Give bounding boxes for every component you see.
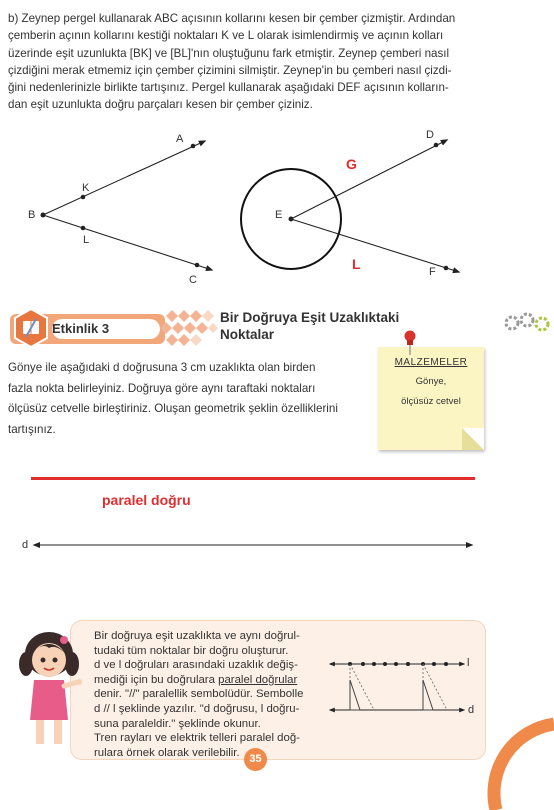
- intro-line: çemberin açının kollarını kestiği noktaları K ve L olarak isimlendirmiş ve açının kolları: [8, 29, 444, 43]
- line-d: [28, 536, 478, 552]
- intro-line: ğini nedenlerinizle birlikte tartışınız. Pergel kullanarak aşağıdaki DEF açısının kolların-: [8, 81, 449, 95]
- point-f: [444, 266, 449, 271]
- intro-line: üzerinde eşit uzunlukta [BK] ve [BL]'nın oluştuğunu fark etmiştir. Zeynep çemberi nasıl: [8, 46, 450, 60]
- intro-line: b) Zeynep pergel kullanarak ABC açısının kollarını kesen bir çember çizmiştir. Ardından: [8, 12, 456, 25]
- ray-ba: [43, 141, 205, 215]
- point-k: [81, 195, 86, 200]
- label-a: A: [176, 133, 184, 145]
- info-line: Bir doğruya eşit uzaklıkta ve aynı doğrul-: [94, 630, 300, 642]
- info-line: d // l şeklinde yazılır. "d doğrusu, l doğru-: [94, 702, 300, 715]
- activity-text-line: Gönye ile aşağıdaki d doğrusuna 3 cm uzaklıkta olan birden: [8, 361, 316, 374]
- activity-title: [220, 309, 420, 343]
- point-c: [195, 263, 200, 268]
- drawn-parallel-line: [31, 477, 475, 480]
- point-a: [191, 144, 196, 149]
- parallel-label-l: l: [467, 657, 470, 669]
- label-c: C: [189, 274, 197, 286]
- handwritten-l: L: [352, 256, 361, 272]
- label-k: K: [82, 182, 90, 194]
- handwritten-g: G: [346, 156, 357, 172]
- point-d: [434, 143, 439, 148]
- diamond-pattern: [152, 309, 220, 347]
- info-line-part: mediği için bu doğrulara: [94, 673, 219, 686]
- ray-ed: [291, 140, 447, 219]
- point-e: [289, 217, 294, 222]
- line-d-label: d: [22, 539, 29, 551]
- info-line: Tren rayları ve elektrik telleri paralel doğ-: [94, 732, 300, 745]
- page-number: 35: [244, 748, 267, 771]
- gears-icon: [503, 311, 554, 333]
- point-l: [81, 226, 86, 231]
- materials-item: Gönye,: [415, 376, 447, 387]
- label-l: L: [83, 234, 90, 246]
- angle-abc-figure: [0, 0, 554, 300]
- note-fold: [462, 428, 484, 450]
- info-line: tudaki tüm noktalar bir doğru oluşturur.: [94, 644, 289, 657]
- materials-note: [378, 347, 484, 450]
- ray-ef: [291, 219, 459, 272]
- parallel-label-d: d: [468, 704, 475, 716]
- label-f: F: [429, 266, 436, 278]
- info-line: d ve l doğruları arasındaki uzaklık değiş-: [94, 659, 298, 672]
- materials-item: ölçüsüz cetvel: [401, 396, 461, 407]
- label-e: E: [275, 209, 283, 221]
- girl-character: [16, 628, 82, 748]
- activity-label: Etkinlik 3: [52, 321, 110, 336]
- activity-text-line: ölçüsüz cetvelle birleştiriniz. Oluşan geometrik şeklin özelliklerini: [8, 402, 338, 415]
- info-line: suna paraleldir." şeklinde okunur.: [94, 717, 261, 730]
- activity-text: [8, 358, 373, 440]
- parallel-lines-figure: [326, 650, 478, 720]
- info-line: rulara örnek olarak verilebilir.: [94, 746, 240, 759]
- info-line: denir. "//" paralellik sembolüdür. Sembolle: [94, 688, 304, 701]
- activity-text-line: fazla nokta belirleyiniz. Doğruya göre aynı taraftaki noktaları: [8, 381, 316, 395]
- decorative-arc: [480, 710, 554, 810]
- activity-title-line: Noktalar: [220, 327, 275, 342]
- activity-title-line: Bir Doğruya Eşit Uzaklıktaki: [220, 310, 400, 325]
- pushpin-icon: [402, 330, 418, 356]
- term-paralel-dogrular: paralel doğrular: [218, 673, 298, 686]
- label-b: B: [28, 209, 36, 221]
- handwritten-paralel: paralel doğru: [102, 492, 191, 508]
- label-d: D: [426, 129, 434, 141]
- hexagon-book-icon: [14, 308, 48, 348]
- ray-bc: [43, 215, 212, 270]
- materials-title: MALZEMELER: [394, 357, 468, 368]
- activity-text-line: tartışınız.: [8, 422, 56, 436]
- info-line: [94, 673, 322, 688]
- intro-line: dan eşit uzunlukta doğru parçaları kesen bir çember çiziniz.: [8, 98, 313, 112]
- info-text: [94, 629, 322, 760]
- intro-line: çizdiğini merak etmemiz için çember çizimini silmiştir. Zeynep'in bu çemberi nasıl çizdi-: [8, 63, 452, 77]
- point-b: [41, 213, 46, 218]
